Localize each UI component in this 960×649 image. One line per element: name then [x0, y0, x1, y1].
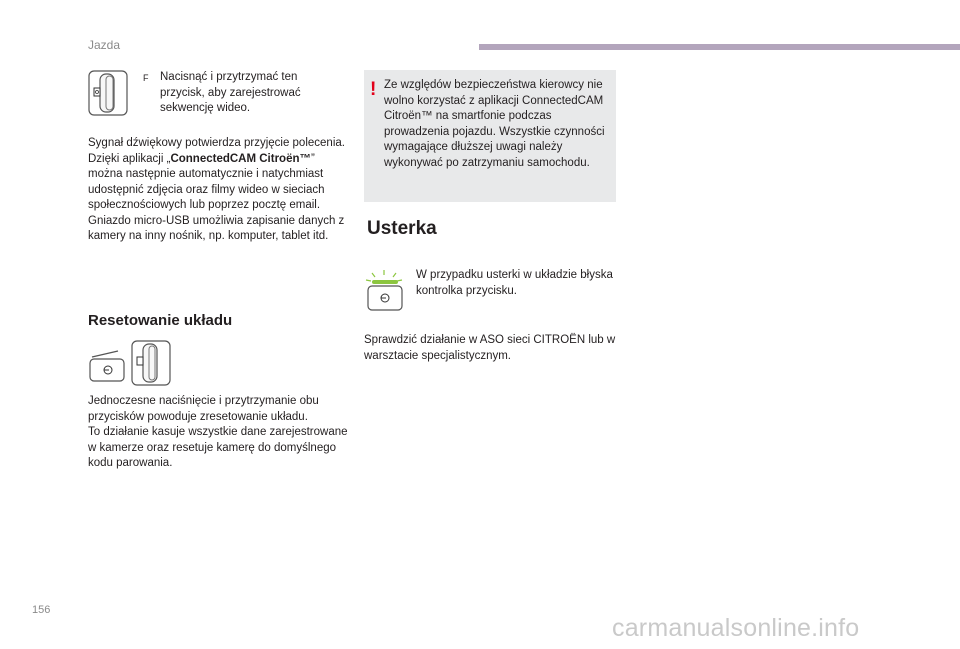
reset-buttons-illustration: [88, 339, 172, 392]
app-share-text: Dzięki aplikacji „ConnectedCAM Citroën™” można następnie automatycznie i natychmiast udostępnić zdjęcia oraz filmy wideo w sieciach społecznościowych lub poprzez pocztę email.: [88, 152, 325, 211]
blinking-indicator-icon: [364, 268, 408, 314]
camera-button-icon: [88, 70, 128, 116]
usb-info-text: Gniazdo micro-USB umożliwia zapisanie danych z kamery na inny nośnik, np. komputer, tablet itd.: [88, 214, 345, 242]
watermark: carmanualsonline.info: [612, 614, 860, 642]
app-info-paragraph: [88, 136, 350, 245]
fault-indicator-text: W przypadku usterki w układzie błyska kontrolka przycisku.: [416, 269, 613, 297]
section-label: Jazda: [88, 38, 121, 52]
record-instruction-text: Nacisnąć i przytrzymać ten przycisk, aby zarejestrować sekwencję wideo.: [160, 71, 301, 114]
page-number: 156: [32, 604, 51, 616]
blinking-button-illustration: [364, 268, 408, 319]
section-header-bar: [479, 44, 960, 50]
reset-paragraph: [88, 394, 350, 472]
app-name: ConnectedCAM Citroën™: [170, 152, 311, 165]
safety-warning-text: Ze względów bezpieczeństwa kierowcy nie wolno korzystać z aplikacji ConnectedCAM Citroën™ na smartfonie podczas prowadzenia pojazdu. Wszystkie czynności wymagające dłuższej uwagi należy wykonywać po zatrzymaniu samochodu.: [384, 79, 605, 169]
record-instruction: [143, 70, 343, 117]
reset-action-text: Jednoczesne naciśnięcie i przytrzymanie obu przycisków powoduje zresetowanie układu.: [88, 395, 319, 423]
camera-button-illustration: [88, 70, 128, 121]
reset-effect-text: To działanie kasuje wszystkie dane zarejestrowane w kamerze oraz resetuje kamerę do domyślnego kodu parowania.: [88, 426, 348, 469]
confirmation-text: Sygnał dźwiękowy potwierdza przyjęcie polecenia.: [88, 137, 345, 149]
fault-action-text: Sprawdzić działanie w ASO sieci CITROËN lub w warsztacie specjalistycznym.: [364, 334, 616, 362]
warning-icon: !: [370, 79, 377, 100]
fault-heading: Usterka: [367, 218, 437, 239]
two-buttons-icon: [88, 339, 172, 387]
safety-warning-box: [364, 70, 616, 202]
bullet-mark: F: [143, 73, 149, 83]
reset-heading: Resetowanie układu: [88, 312, 233, 329]
